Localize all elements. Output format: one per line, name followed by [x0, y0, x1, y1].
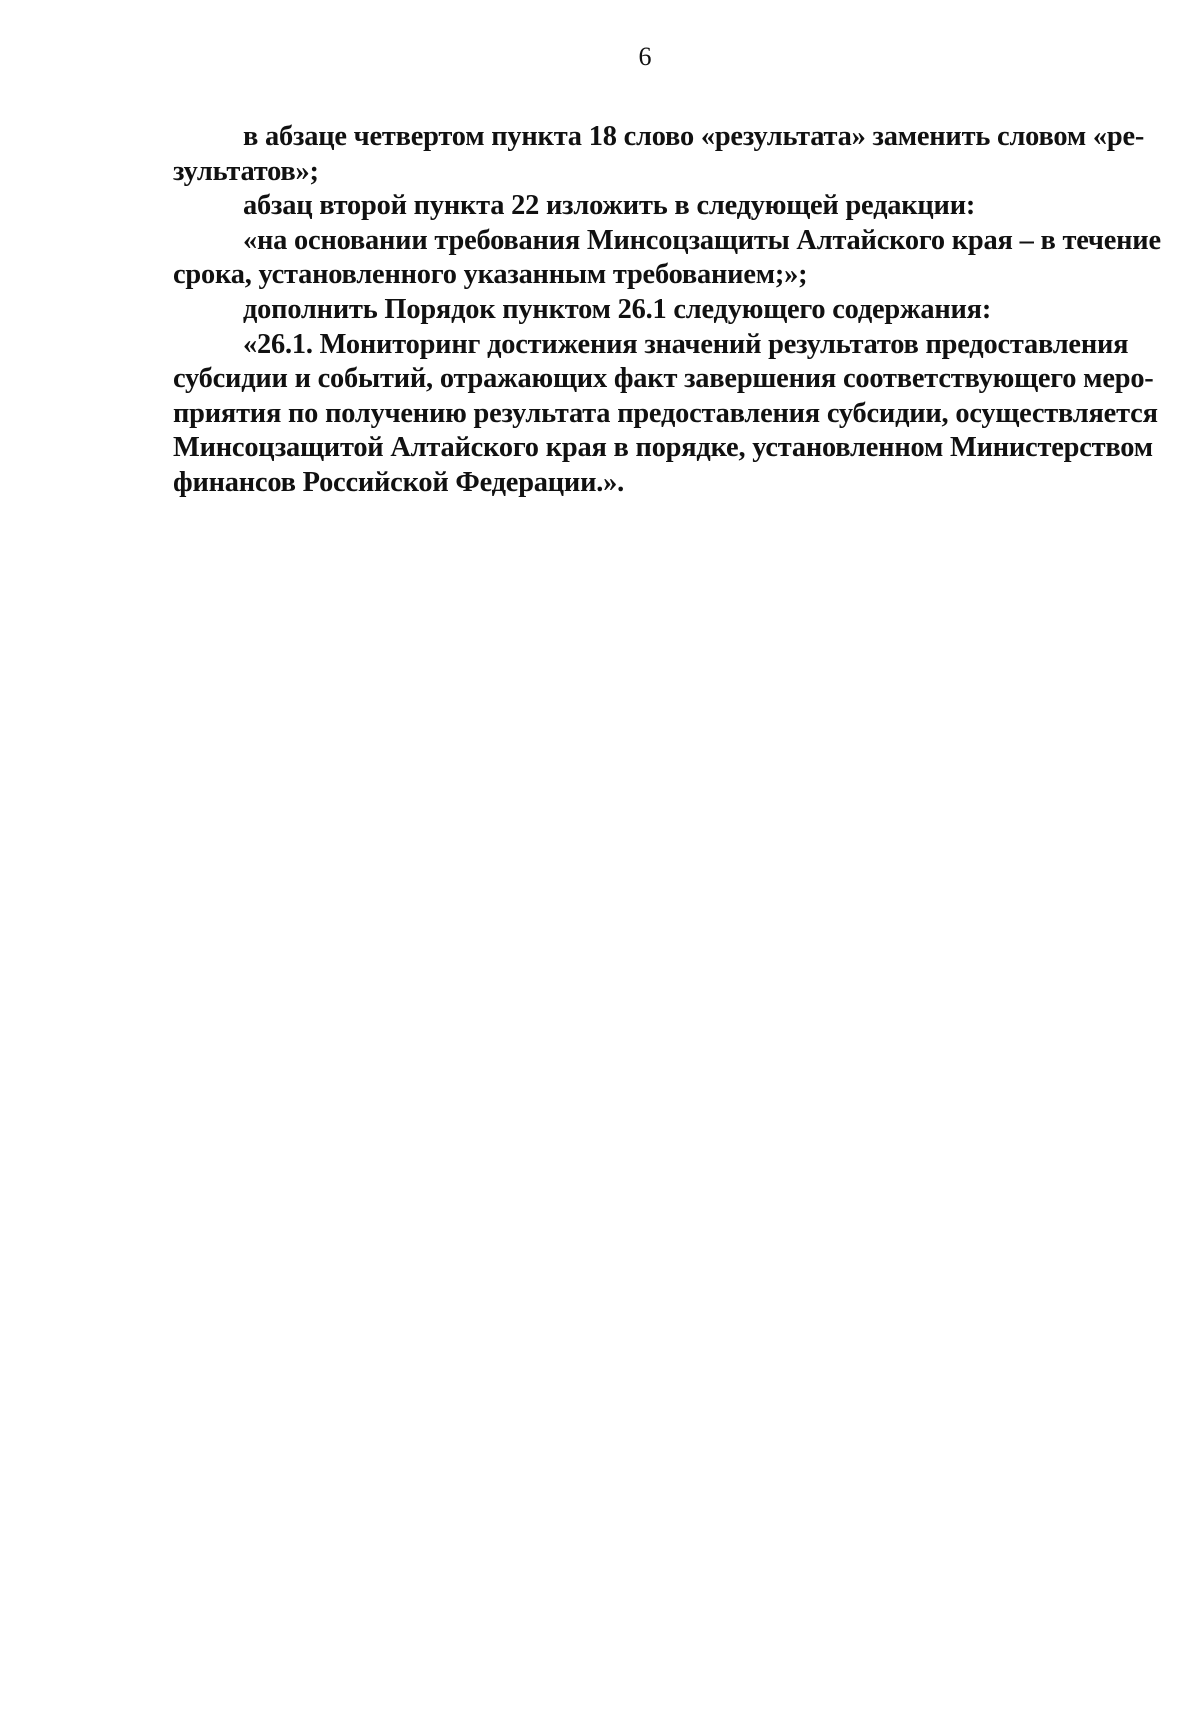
body-line: зультатов»;: [173, 155, 319, 187]
body-line: «26.1. Мониторинг достижения значений результатов предоставления: [243, 328, 1129, 360]
body-line: в абзаце четвертом пункта 18 слово «результата» заменить словом «ре-: [243, 121, 1145, 152]
body-line: Минсоцзащитой Алтайского края в порядке, установленном Министерством: [173, 432, 1153, 464]
body-line: «на основании требования Минсоцзащиты Алтайского края – в течение: [243, 224, 1161, 256]
body-line: финансов Российской Федерации.».: [173, 466, 625, 498]
body-line: абзац второй пункта 22 изложить в следующей редакции:: [243, 190, 976, 222]
body-line: приятия по получению результата предоставления субсидии, осуществляется: [173, 397, 1158, 429]
body-line: субсидии и событий, отражающих факт завершения соответствующего меро-: [173, 363, 1154, 395]
body-line: дополнить Порядок пунктом 26.1 следующего содержания:: [243, 293, 992, 325]
page-number: 6: [638, 42, 652, 71]
body-line: срока, установленного указанным требованием;»;: [173, 259, 808, 291]
document-body: [173, 120, 1161, 501]
